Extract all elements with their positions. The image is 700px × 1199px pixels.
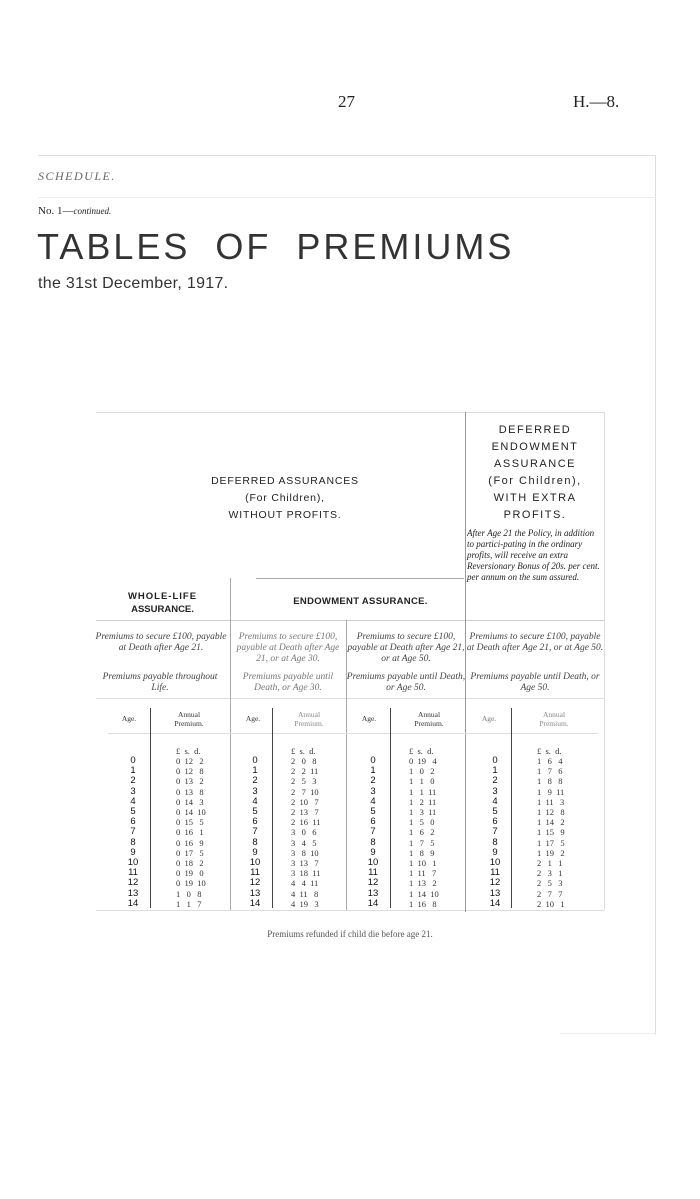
premium-cell: 2 10 1 [537, 898, 565, 909]
premium-cell: 1 13 2 [409, 878, 437, 889]
age-cell: 7 [130, 826, 136, 838]
age-separator-1 [150, 708, 151, 908]
age-cell: 4 [130, 795, 136, 807]
premium-cell: 3 18 11 [291, 868, 321, 879]
premium-cell: 0 12 2 [176, 756, 204, 766]
age-cell: 12 [249, 877, 261, 889]
age-separator-4 [511, 708, 512, 908]
age-cell: 4 [492, 795, 498, 807]
premium-cell: 1 19 2 [537, 847, 565, 858]
premium-cell: 1 2 11 [409, 796, 437, 807]
premium-cell: 3 0 6 [291, 827, 317, 838]
age-cell: 14 [249, 897, 261, 909]
age-header-1: Age. [121, 714, 137, 723]
age-cell: 11 [250, 867, 260, 879]
lsd-label-4: £ s. d. [537, 746, 562, 756]
age-cell: 3 [252, 785, 258, 797]
premium-cell: 2 3 1 [537, 868, 563, 879]
premium-cell: 1 6 4 [537, 756, 563, 766]
premium-cell: 2 5 3 [291, 776, 317, 787]
premium-cell: 2 16 11 [291, 817, 321, 828]
col3-secure-text: Premiums to secure £100, payable at Death after Age 21, or at Age 50. [347, 632, 465, 664]
premium-cell: 1 1 11 [409, 786, 437, 797]
age-cell: 6 [370, 816, 376, 828]
age-cell: 11 [490, 867, 500, 879]
age-cell: 13 [127, 887, 139, 899]
premium-cell: 0 19 4 [409, 756, 437, 766]
premium-cell: 0 13 8 [176, 786, 204, 797]
premium-cell: 0 16 1 [176, 827, 204, 838]
deferred-assurances-heading: DEFERRED ASSURANCES (For Children), WITHOUT PROFITS. [211, 475, 359, 521]
premium-cell: 0 14 10 [176, 807, 206, 818]
top-rule [38, 155, 656, 156]
age-cell: 1 [252, 765, 258, 777]
premium-cell: 0 18 2 [176, 858, 204, 869]
col1-secure-text: Premiums to secure £100, payable at Death after Age 21. [95, 632, 227, 653]
age-cell: 6 [492, 816, 498, 828]
age-column-3 [358, 756, 388, 909]
premium-cell: 2 0 8 [291, 756, 317, 766]
age-cell: 4 [252, 795, 258, 807]
age-cell: 1 [130, 765, 136, 777]
age-cell: 9 [130, 846, 136, 858]
age-cell: 8 [492, 836, 498, 848]
age-column-1 [118, 756, 148, 909]
premium-cell: 1 12 8 [537, 807, 565, 818]
premium-cell: 4 4 11 [291, 878, 319, 889]
premium-cell: 1 6 2 [409, 827, 435, 838]
premium-cell: 3 13 7 [291, 858, 319, 869]
whole-life-heading: WHOLE-LIFE ASSURANCE. [127, 591, 198, 615]
premium-header-4: Annual Premium. [539, 710, 569, 728]
right-margin-rule [655, 155, 656, 1035]
premium-cell: 1 10 1 [409, 858, 437, 869]
premium-header-1: Annual Premium. [174, 710, 204, 728]
age-cell: 6 [252, 816, 258, 828]
age-column-2 [240, 756, 270, 909]
age-header-4: Age. [481, 714, 497, 723]
premium-column-4 [537, 756, 565, 909]
col4-payable-text: Premiums payable until Death, or Age 50. [470, 672, 600, 693]
premium-cell: 2 7 10 [291, 786, 319, 797]
age-cell: 10 [489, 857, 501, 869]
table-top-rule [96, 412, 604, 413]
age-cell: 8 [130, 836, 136, 848]
lsd-label-3: £ s. d. [409, 746, 434, 756]
premium-column-1 [176, 756, 206, 909]
page-title: TABLES OF PREMIUMS [37, 226, 515, 267]
age-cell: 0 [492, 755, 498, 766]
age-cell: 12 [367, 877, 379, 889]
premium-cell: 0 19 10 [176, 878, 206, 889]
age-cell: 2 [370, 775, 376, 787]
premium-cell: 1 0 2 [409, 766, 435, 777]
lsd-label-2: £ s. d. [291, 746, 316, 756]
page-number: 27 [338, 92, 355, 111]
age-cell: 11 [128, 867, 138, 879]
premium-cell: 2 5 3 [537, 878, 563, 889]
column-head-rule [108, 733, 598, 734]
premium-cell: 1 9 11 [537, 786, 565, 797]
premium-cell: 0 12 8 [176, 766, 204, 777]
age-column-4 [480, 756, 510, 909]
age-cell: 10 [249, 857, 261, 869]
age-cell: 13 [249, 887, 261, 899]
age-cell: 3 [130, 785, 136, 797]
col3-payable-text: Premiums payable until Death, or Age 50. [346, 672, 466, 693]
age-cell: 12 [489, 877, 501, 889]
premium-cell: 1 3 11 [409, 807, 437, 818]
age-cell: 6 [130, 816, 136, 828]
age-cell: 0 [130, 755, 136, 766]
column-divider-1 [230, 578, 231, 910]
schedule-label: SCHEDULE. [38, 169, 116, 183]
premium-cell: 1 5 0 [409, 817, 435, 828]
col2-payable-text: Premiums payable until Death, or Age 30. [242, 672, 334, 693]
age-cell: 1 [492, 765, 498, 777]
premium-cell: 2 1 1 [537, 858, 563, 869]
premium-cell: 2 13 7 [291, 807, 319, 818]
premium-column-3 [409, 756, 439, 909]
age-cell: 9 [252, 846, 258, 858]
age-cell: 13 [489, 887, 501, 899]
age-cell: 10 [127, 857, 139, 869]
age-header-2: Age. [245, 714, 261, 723]
age-cell: 10 [367, 857, 379, 869]
premium-cell: 2 7 7 [537, 888, 563, 899]
age-cell: 0 [370, 755, 376, 766]
age-cell: 5 [130, 806, 136, 818]
age-cell: 5 [252, 806, 258, 818]
age-cell: 7 [492, 826, 498, 838]
age-cell: 9 [370, 846, 376, 858]
age-cell: 0 [252, 755, 258, 766]
premium-cell: 1 8 8 [537, 776, 563, 787]
age-cell: 13 [367, 887, 379, 899]
age-cell: 12 [127, 877, 139, 889]
premium-cell: 4 19 3 [291, 898, 319, 909]
premium-cell: 1 17 5 [537, 837, 565, 848]
premium-cell: 1 14 10 [409, 888, 439, 899]
premium-header-2: Annual Premium. [294, 710, 324, 728]
endowment-subgroup-rule [256, 578, 464, 579]
endowment-note: After Age 21 the Policy, in addition to partici-pating in the ordinary profits, will receive an extra Reversionary Bonus of 20s. per cent. per annum on the sum assured. [467, 528, 600, 582]
premium-cell: 1 1 0 [409, 776, 435, 787]
premium-cell: 3 4 5 [291, 837, 317, 848]
age-cell: 3 [492, 785, 498, 797]
continued-label: No. 1—continued. [38, 205, 112, 217]
age-cell: 14 [367, 897, 379, 909]
page-date: the 31st December, 1917. [38, 275, 229, 292]
age-cell: 8 [370, 836, 376, 848]
premium-cell: 1 11 3 [537, 796, 565, 807]
premium-cell: 1 7 6 [537, 766, 563, 777]
col2-secure-text: Premiums to secure £100, payable at Death after Age 21, or at Age 30. [236, 632, 340, 664]
premium-cell: 0 19 0 [176, 868, 204, 879]
premium-cell: 1 1 7 [176, 898, 202, 909]
age-cell: 5 [370, 806, 376, 818]
age-cell: 7 [252, 826, 258, 838]
premium-cell: 3 8 10 [291, 847, 319, 858]
premium-cell: 1 7 5 [409, 837, 435, 848]
schedule-rule [38, 197, 656, 198]
age-header-3: Age. [361, 714, 377, 723]
premium-cell: 0 17 5 [176, 847, 204, 858]
age-cell: 4 [370, 795, 376, 807]
subheader-divider [96, 698, 604, 699]
premium-cell: 2 10 7 [291, 796, 319, 807]
premium-cell: 0 14 3 [176, 796, 204, 807]
premium-cell: 1 14 2 [537, 817, 565, 828]
col4-secure-text: Premiums to secure £100, payable at Death after Age 21, or at Age 50. [466, 632, 604, 653]
premium-cell: 4 11 8 [291, 888, 319, 899]
age-cell: 7 [370, 826, 376, 838]
age-separator-2 [272, 708, 273, 908]
endowment-assurance-heading: ENDOWMENT ASSURANCE. [293, 596, 428, 607]
lsd-label-1: £ s. d. [176, 746, 201, 756]
premium-cell: 2 2 11 [291, 766, 319, 777]
bottom-rule [560, 1033, 656, 1034]
premium-header-3: Annual Premium. [414, 710, 444, 728]
deferred-endowment-heading: DEFERRED ENDOWMENT ASSURANCE (For Children), WITH EXTRA PROFITS. [488, 424, 582, 521]
premium-cell: 1 11 7 [409, 868, 437, 879]
premium-cell: 1 16 8 [409, 898, 437, 909]
age-cell: 8 [252, 836, 258, 848]
age-cell: 9 [492, 846, 498, 858]
premium-cell: 0 16 9 [176, 837, 204, 848]
age-cell: 5 [492, 806, 498, 818]
age-cell: 11 [368, 867, 378, 879]
age-separator-3 [390, 708, 391, 908]
table-right-rule [604, 412, 605, 910]
col1-payable-text: Premiums payable throughout Life. [102, 672, 218, 693]
premium-cell: 1 0 8 [176, 888, 202, 899]
age-cell: 2 [252, 775, 258, 787]
premium-cell: 0 13 2 [176, 776, 204, 787]
header-divider [96, 620, 604, 621]
footnote: Premiums refunded if child die before age 21. [267, 929, 433, 939]
premium-cell: 1 15 9 [537, 827, 565, 838]
age-cell: 14 [489, 897, 501, 909]
age-cell: 14 [127, 897, 139, 909]
premium-column-2 [291, 756, 320, 909]
age-cell: 3 [370, 785, 376, 797]
table-bottom-rule [96, 910, 604, 911]
age-cell: 2 [492, 775, 498, 787]
premium-cell: 0 15 5 [176, 817, 204, 828]
page-reference: H.—8. [573, 92, 620, 111]
premium-cell: 1 8 9 [409, 847, 435, 858]
age-cell: 1 [370, 765, 376, 777]
age-cell: 2 [130, 775, 136, 787]
